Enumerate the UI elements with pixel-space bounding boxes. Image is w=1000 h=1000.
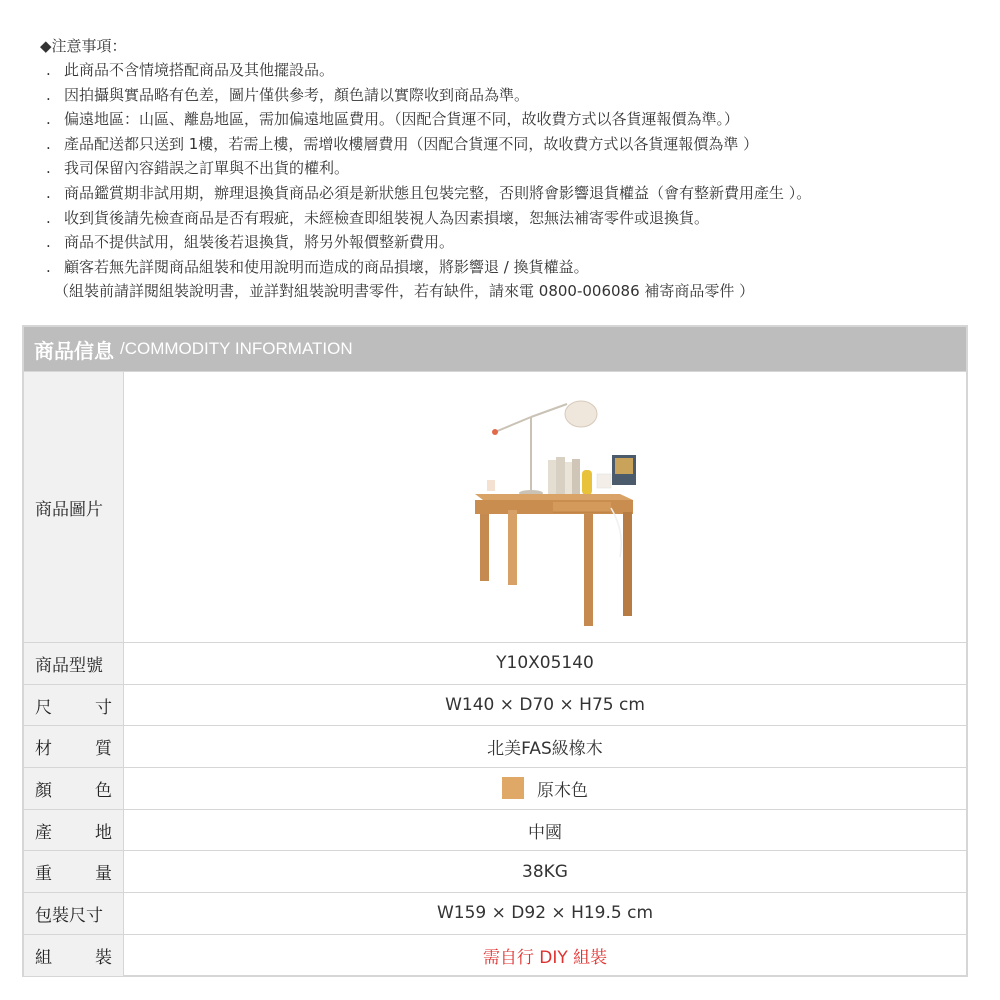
notice-title: ◆注意事項： bbox=[40, 37, 127, 55]
book bbox=[548, 460, 556, 495]
table-row-package bbox=[24, 892, 966, 934]
notice-text: 顧客若無先詳閱商品組裝和使用說明而造成的商品損壞，將影響退 / 換貨權益。 bbox=[64, 257, 589, 276]
row-label-char: 裝 bbox=[95, 947, 112, 968]
notice-bullet: . bbox=[46, 85, 51, 104]
notice-item bbox=[40, 206, 980, 231]
table-header-subtitle: /COMMODITY INFORMATION bbox=[120, 339, 353, 358]
row-label-char: 色 bbox=[95, 780, 112, 801]
origin-value: 中國 bbox=[528, 822, 562, 843]
notice-bullet: . bbox=[46, 134, 51, 153]
row-label bbox=[24, 768, 124, 809]
vase bbox=[582, 470, 592, 495]
notice-item bbox=[40, 255, 980, 280]
notice-text: 收到貨後請先檢查商品是否有瑕疵，未經檢查即組裝視人為因素損壞，恕無法補寄零件或退換貨。 bbox=[64, 208, 710, 227]
lamp-joint bbox=[492, 429, 498, 435]
table-header-title: 商品信息 bbox=[34, 338, 114, 363]
table-row-color bbox=[24, 767, 966, 809]
desk-leg bbox=[480, 514, 489, 581]
notice-item bbox=[40, 83, 980, 108]
notice-footer: （組裝前請詳閱組裝說明書，並詳對組裝說明書零件，若有缺件，請來電 0800-006086 補寄商品零件 ） bbox=[54, 282, 755, 301]
package-value: W159 × D92 × H19.5 cm bbox=[436, 903, 654, 924]
table-row-material bbox=[24, 725, 966, 767]
notice-bullet: . bbox=[46, 257, 51, 276]
notice-section bbox=[40, 34, 980, 303]
book bbox=[565, 462, 572, 495]
notice-bullet: . bbox=[46, 61, 51, 79]
color-value: 原木色 bbox=[537, 780, 588, 801]
table-row-origin bbox=[24, 809, 966, 851]
row-label-char: 組 bbox=[35, 947, 52, 968]
notice-item bbox=[40, 58, 980, 83]
desk-leg bbox=[584, 514, 593, 626]
row-label: 包裝尺寸 bbox=[24, 893, 124, 934]
row-label-char: 重 bbox=[35, 864, 52, 885]
table-row-model bbox=[24, 642, 966, 684]
notice-bullet: . bbox=[46, 233, 51, 252]
notice-bullet: . bbox=[46, 159, 51, 178]
photo-inner bbox=[615, 458, 633, 474]
notice-item bbox=[40, 156, 980, 181]
desk-leg bbox=[623, 512, 632, 616]
row-label-char: 產 bbox=[35, 822, 52, 843]
notice-bullet: . bbox=[46, 183, 51, 202]
desk-top bbox=[475, 494, 633, 500]
notice-item bbox=[40, 181, 980, 206]
product-image bbox=[124, 372, 966, 642]
row-label bbox=[24, 935, 124, 976]
row-label bbox=[24, 685, 124, 726]
commodity-info-table bbox=[22, 325, 968, 977]
desk-drawer bbox=[553, 502, 611, 512]
assembly-value: 需自行 DIY 組裝 bbox=[482, 947, 608, 968]
row-label-char: 質 bbox=[95, 739, 112, 760]
notice-text: 商品不提供試用，組裝後若退換貨，將另外報價整新費用。 bbox=[64, 233, 455, 252]
size-value: W140 × D70 × H75 cm bbox=[445, 695, 645, 716]
lamp-shade bbox=[565, 401, 597, 427]
weight-value: 38KG bbox=[522, 861, 568, 882]
row-label bbox=[24, 726, 124, 767]
notice-text: 因拍攝與實品略有色差，圖片僅供參考，顏色請以實際收到商品為準。 bbox=[64, 85, 530, 104]
row-label-char: 顏 bbox=[35, 780, 52, 801]
table-header bbox=[24, 327, 966, 371]
notice-text: 偏遠地區：山區、離島地區，需加偏遠地區費用。（因配合貨運不同，故收費方式以各貨運報價為準。） bbox=[64, 110, 740, 129]
desk-product-image bbox=[435, 382, 655, 632]
notice-text: 此商品不含情境搭配商品及其他擺設品。 bbox=[64, 61, 335, 79]
color-swatch bbox=[502, 777, 524, 799]
box bbox=[597, 474, 611, 488]
book bbox=[556, 457, 565, 495]
cup bbox=[487, 480, 495, 491]
table-row-weight bbox=[24, 850, 966, 892]
notice-bullet: . bbox=[46, 208, 51, 227]
notice-item bbox=[40, 107, 980, 132]
material-value: 北美FAS級橡木 bbox=[487, 739, 603, 760]
row-label: 商品型號 bbox=[24, 643, 124, 684]
row-label: 商品圖片 bbox=[24, 372, 124, 642]
book bbox=[572, 459, 580, 495]
table-row-size bbox=[24, 684, 966, 726]
row-label-char: 尺 bbox=[35, 697, 52, 718]
table-row-assembly bbox=[24, 934, 966, 976]
model-value: Y10X05140 bbox=[496, 653, 594, 674]
notice-text: 我司保留內容錯誤之訂單與不出貨的權利。 bbox=[64, 159, 350, 178]
notice-item bbox=[40, 132, 980, 157]
table-row-image bbox=[24, 371, 966, 642]
desk-leg bbox=[508, 510, 517, 585]
power-cable bbox=[611, 508, 621, 557]
lamp-head-arm bbox=[531, 404, 567, 417]
row-label-char: 量 bbox=[95, 864, 112, 885]
row-label bbox=[24, 851, 124, 892]
row-label-char: 寸 bbox=[95, 697, 112, 718]
color-value-cell bbox=[124, 768, 966, 809]
notice-text: 商品鑑賞期非試用期，辦理退換貨商品必須是新狀態且包裝完整，否則將會影響退貨權益（會有整新費用產生 ）。 bbox=[64, 183, 812, 202]
lamp-upper-arm bbox=[495, 417, 531, 432]
row-label-char: 地 bbox=[95, 822, 112, 843]
row-label bbox=[24, 810, 124, 851]
row-label-char: 材 bbox=[35, 739, 52, 760]
notice-text: 產品配送都只送到 1樓，若需上樓，需增收樓層費用（因配合貨運不同，故收費方式以各貨運報價為準 ） bbox=[64, 134, 759, 153]
notice-bullet: . bbox=[46, 110, 51, 129]
notice-item bbox=[40, 230, 980, 255]
